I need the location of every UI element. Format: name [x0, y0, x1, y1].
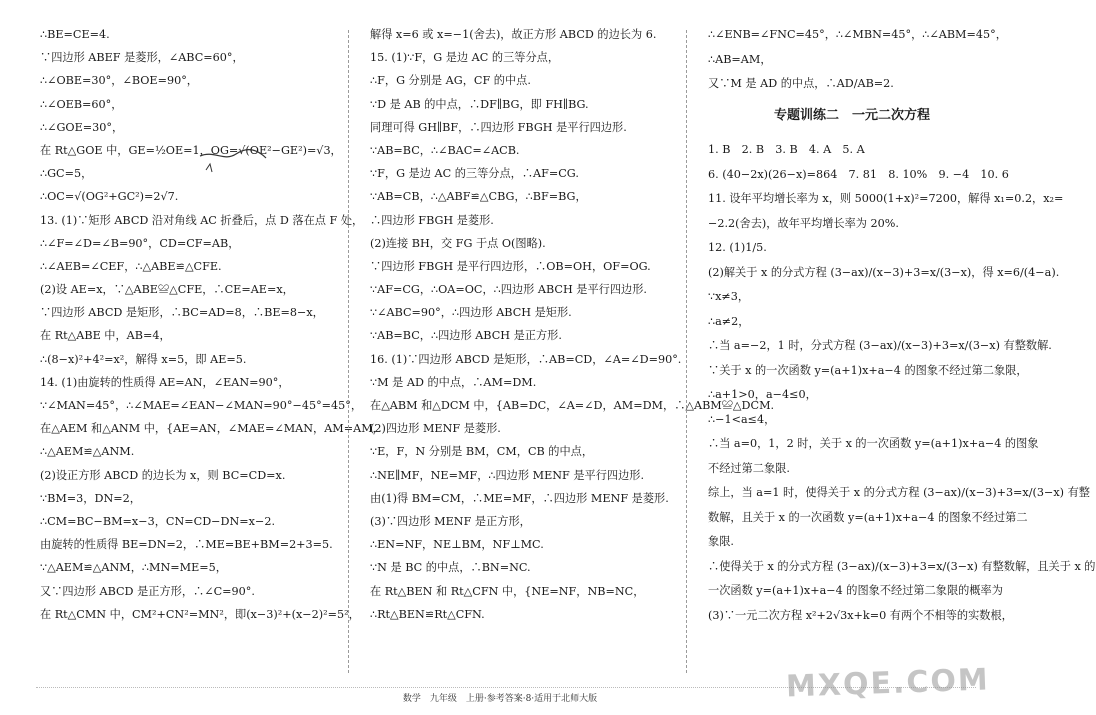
answer-line: ∴四边形 FBGH 是菱形.: [370, 213, 494, 227]
answer-line: 11. 设年平均增长率为 x，则 5000(1+x)²=7200，解得 x₁=0.2，x₂=: [708, 192, 1064, 205]
answer-line: ∴∠F=∠D=∠B=90°，CD=CF=AB，: [40, 236, 240, 250]
answer-line: 12. (1)1/5.: [708, 241, 767, 254]
answer-line: ∴−1<a≤4，: [708, 412, 776, 426]
answer-line: ∴EN=NF，NE⊥BM，NF⊥MC.: [370, 538, 544, 552]
answer-line: 同理可得 GH∥BF，∴四边形 FBGH 是平行四边形.: [370, 120, 627, 134]
answer-line: ∴a+1>0，a−4≤0，: [708, 388, 817, 401]
column-3-continuation: [708, 28, 1007, 91]
answer-line: (3)∵一元二次方程 x²+2√3x+k=0 有两个不相等的实数根，: [708, 608, 1013, 622]
answer-line: 综上，当 a=1 时，使得关于 x 的分式方程 (3−ax)/(x−3)+3=x/(3−x) 有整: [708, 486, 1090, 499]
answer-line: 在 Rt△ABE 中，AB=4，: [40, 329, 171, 343]
answer-line: ∴CM=BC−BM=x−3，CN=CD−DN=x−2.: [40, 514, 276, 528]
answer-line: 1. B 2. B 3. B 4. A 5. A: [708, 143, 865, 156]
answer-line: 16. (1)∵四边形 ABCD 是矩形，∴AB=CD，∠A=∠D=90°.: [370, 352, 682, 366]
answer-line: ∴BE=CE=4.: [40, 28, 110, 41]
answer-line: ∴GC=5，: [40, 167, 93, 181]
answer-line: 6. (40−2x)(26−x)=864 7. 81 8. 10% 9. −4 10. 6: [708, 167, 1009, 181]
answer-line: ∴△AEM≌△ANM.: [40, 445, 135, 459]
answer-line: (2)解关于 x 的分式方程 (3−ax)/(x−3)+3=x/(3−x)，得 x=6/(4−a).: [708, 265, 1060, 279]
answer-line: ∵∠ABC=90°，∴四边形 ABCH 是矩形.: [370, 306, 572, 320]
watermark-logo: MXQE.COM: [785, 662, 991, 705]
page-footer: 数学 九年级 上册·参考答案·8·适用于北师大版: [402, 694, 598, 704]
answer-line: ∵AB=BC，∴∠BAC=∠ACB.: [370, 143, 520, 157]
answer-line: ∴∠OEB=60°，: [40, 97, 123, 111]
answer-line: ∵四边形 ABEF 是菱形，∠ABC=60°，: [40, 51, 244, 65]
answer-line: ∵N 是 BC 的中点，∴BN=NC.: [370, 561, 531, 575]
answer-line: ∴使得关于 x 的分式方程 (3−ax)/(x−3)+3=x/(3−x) 有整数解，且关于 x 的: [708, 559, 1096, 573]
answer-line: ∴当 a=0，1，2 时，关于 x 的一次函数 y=(a+1)x+a−4 的图象: [708, 437, 1039, 450]
answer-line: ∴OC=√(OG²+GC²)=2√7.: [40, 190, 179, 204]
answer-line: ∵四边形 FBGH 是平行四边形，∴OB=OH，OF=OG.: [370, 259, 651, 273]
answer-line: ∵四边形 ABCD 是矩形，∴BC=AD=8，∴BE=8−x，: [40, 306, 324, 320]
answer-line: 在△ABM 和△DCM 中，{AB=DC，∠A=∠D，AM=DM，∴△ABM≌△DCM.: [370, 399, 775, 412]
answer-line: (2)设 AE=x，∵△ABE≌△CFE，∴CE=AE=x，: [40, 283, 294, 297]
answer-line: 在 Rt△BEN 和 Rt△CFN 中，{NE=NF，NB=NC，: [370, 584, 645, 598]
column-1: [40, 28, 384, 685]
answer-line: ∴∠ENB=∠FNC=45°，∴∠MBN=45°，∴∠ABM=45°，: [708, 28, 1007, 41]
answer-line: ∵x≠3，: [708, 290, 750, 303]
answer-line: ∴a≠2，: [708, 314, 750, 328]
answer-line: 数解，且关于 x 的一次函数 y=(a+1)x+a−4 的图象不经过第二: [708, 510, 1028, 524]
answer-line: ∴∠OBE=30°，∠BOE=90°，: [40, 74, 198, 88]
answer-line: ∴F，G 分别是 AG，CF 的中点.: [370, 74, 531, 88]
answer-line: 一次函数 y=(a+1)x+a−4 的图象不经过第二象限的概率为: [708, 584, 1003, 597]
answer-line: ∵E，F，N 分别是 BM，CM，CB 的中点，: [370, 445, 594, 459]
answer-line: ∵△AEM≌△ANM，∴MN=ME=5，: [40, 561, 227, 575]
answer-line: ∵AF=CG，∴OA=OC，∴四边形 ABCH 是平行四边形.: [370, 283, 647, 297]
answer-line: ∵F，G 是边 AC 的三等分点，∴AF=CG.: [370, 167, 579, 181]
answer-line: 解得 x=6 或 x=−1(舍去)，故正方形 ABCD 的边长为 6.: [370, 28, 657, 41]
answer-line: (2)设正方形 ABCD 的边长为 x，则 BC=CD=x.: [40, 468, 286, 482]
answer-line: 13. (1)∵矩形 ABCD 沿对角线 AC 折叠后，点 D 落在点 F 处，: [40, 213, 364, 227]
answer-line: 不经过第二象限.: [708, 461, 790, 475]
answer-line: ∵AB=CB，∴△ABF≌△CBG，∴BF=BG，: [370, 190, 587, 204]
answer-line: ∵BM=3，DN=2，: [40, 491, 141, 505]
answer-line: (2)连接 BH，交 FG 于点 O(图略).: [370, 236, 546, 250]
answer-line: ∵M 是 AD 的中点，∴AM=DM.: [370, 375, 537, 389]
answer-line: 由(1)得 BM=CM，∴ME=MF，∴四边形 MENF 是菱形.: [370, 491, 669, 505]
answer-line: ∵关于 x 的一次函数 y=(a+1)x+a−4 的图象不经过第二象限，: [708, 363, 1028, 377]
answer-line: ∴(8−x)²+4²=x²，解得 x=5，即 AE=5.: [40, 352, 247, 366]
column-3: [708, 28, 1096, 685]
answer-line: ∴NE∥MF，NE=MF，∴四边形 MENF 是平行四边形.: [370, 468, 645, 482]
answer-line: ∵D 是 AB 的中点，∴DF∥BG，即 FH∥BG.: [370, 97, 589, 111]
answer-line: ∴AB=AM，: [708, 52, 772, 66]
column-separator: [686, 30, 687, 673]
answer-line: 15. (1)∵F，G 是边 AC 的三等分点，: [370, 51, 560, 65]
handwritten-scribble-mark: [196, 148, 286, 182]
answer-line: 在△AEM 和△ANM 中，{AE=AN，∠MAE=∠MAN，AM=AM，: [40, 422, 384, 436]
answer-line: (2)四边形 MENF 是菱形.: [370, 422, 501, 436]
answer-line: ∴当 a=−2，1 时，分式方程 (3−ax)/(x−3)+3=x/(3−x) 有整数解.: [708, 339, 1052, 352]
answer-line: 14. (1)由旋转的性质得 AE=AN，∠EAN=90°，: [40, 375, 290, 389]
column-separator: [348, 30, 349, 673]
answer-line: 由旋转的性质得 BE=DN=2，∴ME=BE+BM=2+3=5.: [40, 538, 333, 552]
answer-line: (3)∵四边形 MENF 是正方形，: [370, 514, 531, 528]
answer-line: 象限.: [708, 535, 734, 548]
answer-line: ∵AB=BC，∴四边形 ABCH 是正方形.: [370, 329, 562, 343]
answer-line: ∴∠GOE=30°，: [40, 120, 124, 134]
answer-line: ∴∠AEB=∠CEF，∴△ABE≌△CFE.: [40, 259, 222, 273]
answer-line: 在 Rt△GOE 中，GE=½OE=1，OG=√(OE²−GE²)=√3，: [40, 143, 342, 157]
answer-line: −2.2(舍去)，故年平均增长率为 20%.: [708, 216, 899, 230]
answer-line: 又∵M 是 AD 的中点，∴AD/AB=2.: [708, 77, 894, 90]
section-heading: 专题训练二 一元二次方程: [773, 108, 930, 123]
answer-line: ∴Rt△BEN≌Rt△CFN.: [370, 607, 485, 621]
answer-line: 在 Rt△CMN 中，CM²+CN²=MN²，即(x−3)²+(x−2)²=5²，: [40, 607, 360, 621]
answer-line: 又∵四边形 ABCD 是正方形，∴∠C=90°.: [40, 584, 255, 598]
answer-line: ∵∠MAN=45°，∴∠MAE=∠EAN−∠MAN=90°−45°=45°，: [40, 399, 363, 412]
column-3-answers: [708, 143, 1096, 623]
